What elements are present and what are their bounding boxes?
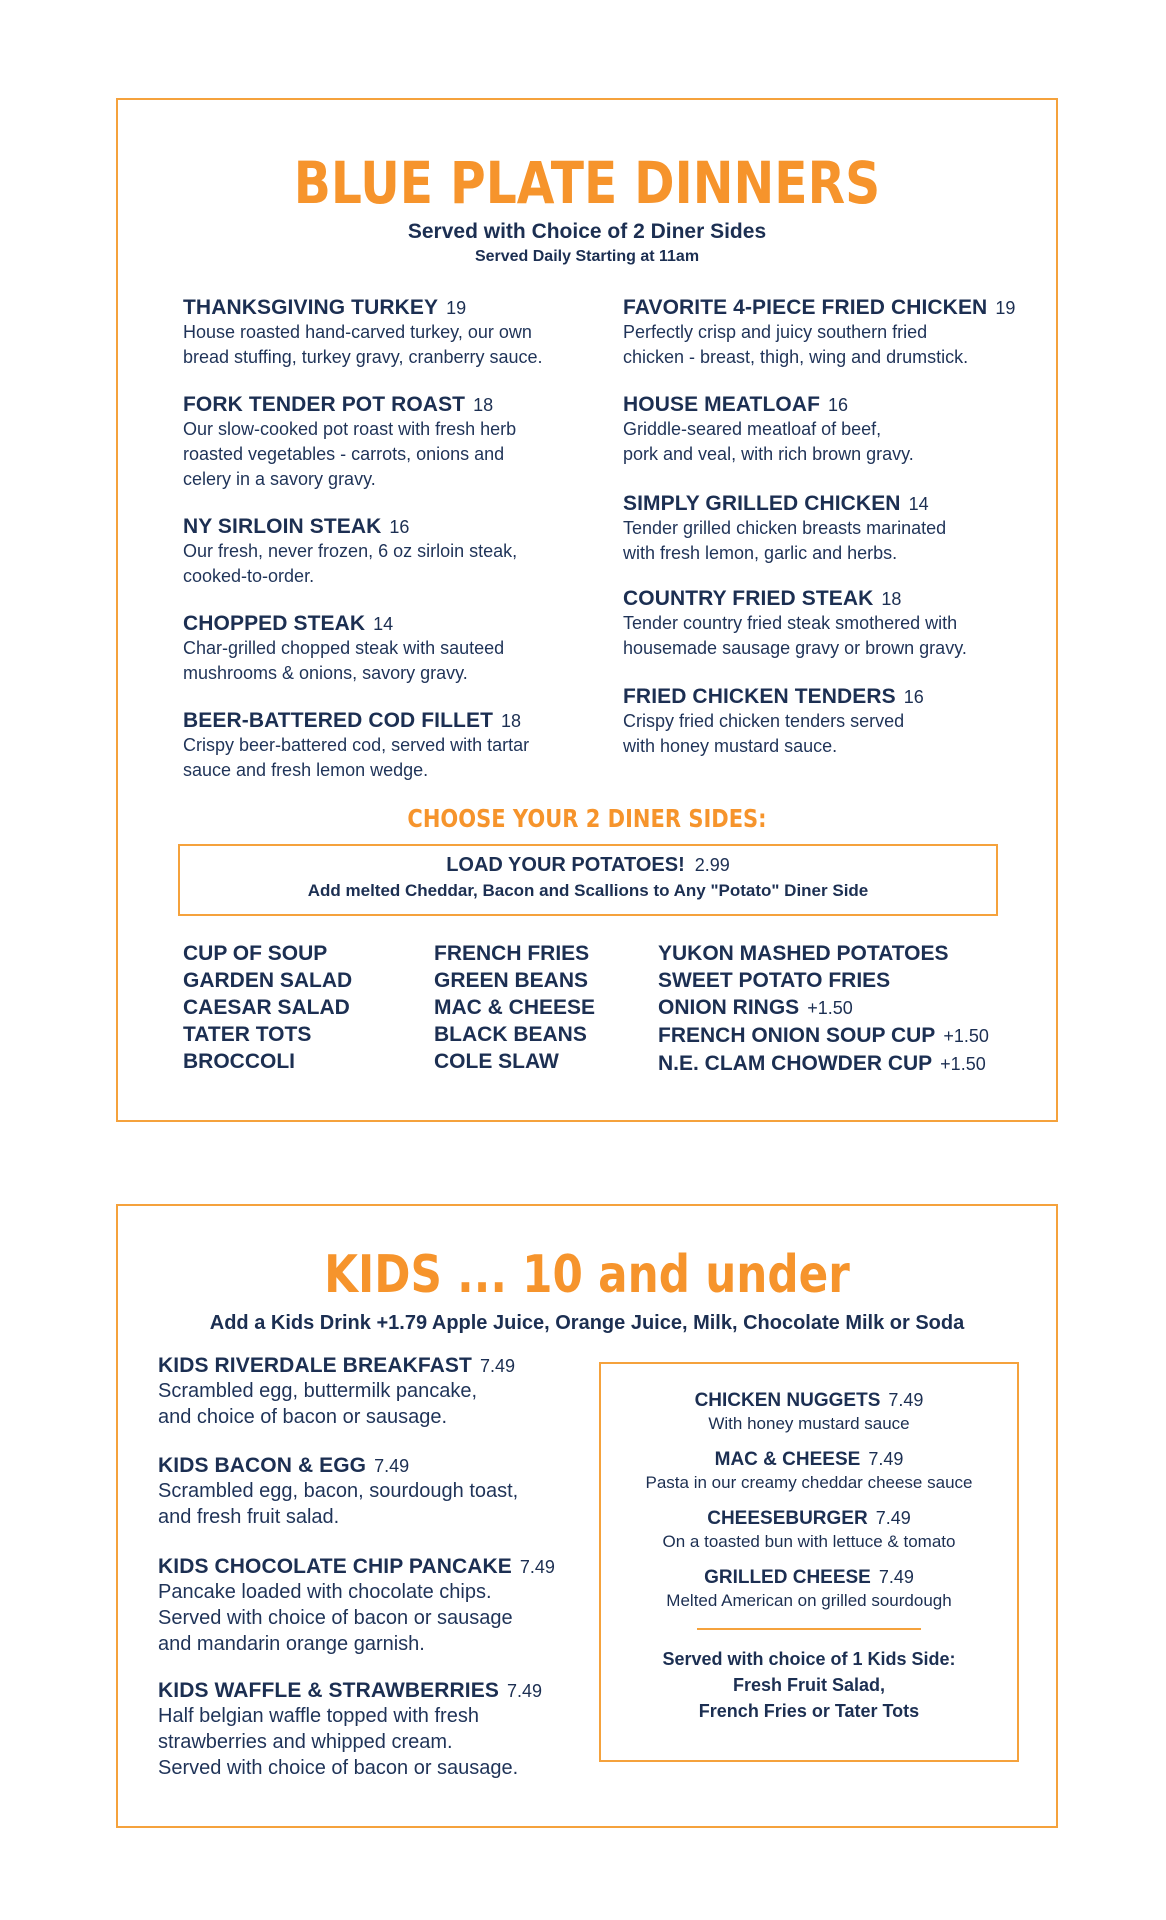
item-desc-line: and mandarin orange garnish. xyxy=(158,1633,425,1655)
load-potatoes-title: LOAD YOUR POTATOES! xyxy=(446,854,685,876)
kids-box-item xyxy=(601,1390,1017,1435)
item-desc-line: Perfectly crisp and juicy southern fried xyxy=(623,322,928,342)
menu-item xyxy=(623,296,1043,393)
item-desc: With honey mustard sauce xyxy=(708,1414,910,1433)
item-desc-line: Scrambled egg, bacon, sourdough toast, xyxy=(158,1480,519,1502)
sides-column-1 xyxy=(183,940,352,1075)
kids-side-footer xyxy=(601,1646,1017,1724)
blue-plate-subtitle: Served with Choice of 2 Diner Sides xyxy=(407,220,767,243)
side-item-name: YUKON MASHED POTATOES xyxy=(658,942,949,965)
side-item xyxy=(658,940,989,967)
item-name: GRILLED CHEESE xyxy=(704,1567,871,1588)
kids-box-item xyxy=(601,1508,1017,1553)
item-price: 7.49 xyxy=(506,1681,542,1701)
item-desc-line: House roasted hand-carved turkey, our own xyxy=(183,322,532,342)
item-price: 7.49 xyxy=(374,1456,410,1476)
item-price: 19 xyxy=(995,298,1016,318)
item-price: 7.49 xyxy=(888,1390,924,1410)
side-item: FRENCH FRIES xyxy=(434,942,590,965)
item-name: FORK TENDER POT ROAST xyxy=(183,393,466,416)
side-item-name: ONION RINGS xyxy=(658,996,800,1019)
item-price: 16 xyxy=(903,687,924,707)
load-potatoes-box xyxy=(178,844,998,916)
side-item xyxy=(658,967,989,994)
item-price: 18 xyxy=(501,711,522,731)
footer-line: Served with choice of 1 Kids Side: xyxy=(662,1649,956,1669)
item-desc-line: Tender country fried steak smothered with xyxy=(623,613,958,633)
item-desc-line: bread stuffing, turkey gravy, cranberry sauce. xyxy=(183,347,543,367)
item-desc-line: with honey mustard sauce. xyxy=(623,736,838,756)
item-name: SIMPLY GRILLED CHICKEN xyxy=(623,492,901,515)
item-name: BEER-BATTERED COD FILLET xyxy=(183,709,493,732)
item-desc-line: Scrambled egg, buttermilk pancake, xyxy=(158,1380,478,1402)
item-price: 18 xyxy=(881,589,902,609)
item-price: 7.49 xyxy=(519,1557,555,1577)
kids-panel xyxy=(116,1204,1058,1828)
item-desc-line: and choice of bacon or sausage. xyxy=(158,1406,448,1428)
kids-left-column xyxy=(158,1354,578,1781)
kids-box-item xyxy=(601,1567,1017,1612)
item-price: 16 xyxy=(828,395,849,415)
item-desc-line: sauce and fresh lemon wedge. xyxy=(183,760,429,780)
kids-title: KIDS ... 10 and under xyxy=(324,1245,850,1305)
side-item: GARDEN SALAD xyxy=(183,969,353,992)
menu-item xyxy=(623,393,1043,492)
footer-line: Fresh Fruit Salad, xyxy=(732,1675,886,1695)
menu-item xyxy=(183,296,603,393)
item-name: FAVORITE 4-PIECE FRIED CHICKEN xyxy=(623,296,988,319)
item-desc-line: Tender grilled chicken breasts marinated xyxy=(623,518,947,538)
kids-box-item xyxy=(601,1449,1017,1494)
blue-plate-left-column xyxy=(183,296,603,783)
menu-item xyxy=(183,393,603,515)
item-desc-line: pork and veal, with rich brown gravy. xyxy=(623,444,914,464)
item-desc-line: and fresh fruit salad. xyxy=(158,1506,340,1528)
menu-item xyxy=(158,1555,578,1679)
sides-heading: CHOOSE YOUR 2 DINER SIDES: xyxy=(407,804,767,833)
side-item: GREEN BEANS xyxy=(434,969,589,992)
side-item-name: SWEET POTATO FRIES xyxy=(658,969,891,992)
item-desc-line: chicken - breast, thigh, wing and drumstick. xyxy=(623,347,969,367)
menu-item xyxy=(623,685,1043,759)
item-name: KIDS WAFFLE & STRAWBERRIES xyxy=(158,1679,499,1702)
side-item xyxy=(658,1050,989,1078)
item-name: CHOPPED STEAK xyxy=(183,612,366,635)
item-desc-line: strawberries and whipped cream. xyxy=(158,1731,453,1753)
item-name: THANKSGIVING TURKEY xyxy=(183,296,439,319)
item-desc-line: cooked-to-order. xyxy=(183,566,315,586)
item-desc-line: with fresh lemon, garlic and herbs. xyxy=(623,543,898,563)
footer-line: French Fries or Tater Tots xyxy=(698,1701,920,1721)
item-price: 7.49 xyxy=(878,1567,914,1587)
blue-plate-panel xyxy=(116,98,1058,1122)
item-name: HOUSE MEATLOAF xyxy=(623,393,821,416)
item-name: CHICKEN NUGGETS xyxy=(694,1390,881,1411)
item-name: MAC & CHEESE xyxy=(714,1449,861,1470)
item-name: KIDS BACON & EGG xyxy=(158,1454,367,1477)
item-desc-line: Served with choice of bacon or sausage. xyxy=(158,1757,519,1779)
side-item: CAESAR SALAD xyxy=(183,996,350,1019)
side-item: BLACK BEANS xyxy=(434,1023,587,1046)
side-item xyxy=(658,994,989,1022)
blue-plate-right-column xyxy=(623,296,1043,759)
side-upcharge: +1.50 xyxy=(943,1026,989,1046)
item-desc: On a toasted bun with lettuce & tomato xyxy=(662,1532,956,1551)
divider xyxy=(697,1628,921,1630)
side-item: CUP OF SOUP xyxy=(183,942,328,965)
side-item-name: FRENCH ONION SOUP CUP xyxy=(658,1024,936,1047)
side-item: BROCCOLI xyxy=(183,1050,295,1073)
item-desc-line: Pancake loaded with chocolate chips. xyxy=(158,1581,492,1603)
item-price: 7.49 xyxy=(479,1356,515,1376)
item-desc-line: Griddle-seared meatloaf of beef, xyxy=(623,419,882,439)
side-item: COLE SLAW xyxy=(434,1050,559,1073)
menu-item xyxy=(183,709,603,783)
menu-item xyxy=(183,612,603,709)
sides-column-2 xyxy=(434,940,595,1075)
sides-column-3 xyxy=(658,940,989,1078)
item-price: 19 xyxy=(446,298,467,318)
item-desc-line: Char-grilled chopped steak with sauteed xyxy=(183,638,505,658)
item-desc: Melted American on grilled sourdough xyxy=(666,1591,952,1610)
item-price: 14 xyxy=(373,614,394,634)
item-desc-line: celery in a savory gravy. xyxy=(183,469,376,489)
item-price: 7.49 xyxy=(868,1449,904,1469)
item-name: KIDS RIVERDALE BREAKFAST xyxy=(158,1354,472,1377)
item-name: CHEESEBURGER xyxy=(707,1508,868,1529)
side-upcharge: +1.50 xyxy=(807,998,853,1018)
menu-item xyxy=(183,515,603,612)
side-item xyxy=(658,1022,989,1050)
kids-entree-box xyxy=(599,1362,1019,1762)
item-price: 7.49 xyxy=(875,1508,911,1528)
item-desc-line: Our fresh, never frozen, 6 oz sirloin steak, xyxy=(183,541,518,561)
item-name: KIDS CHOCOLATE CHIP PANCAKE xyxy=(158,1555,512,1578)
item-desc-line: mushrooms & onions, savory gravy. xyxy=(183,663,468,683)
item-price: 14 xyxy=(908,494,929,514)
item-desc-line: roasted vegetables - carrots, onions and xyxy=(183,444,505,464)
menu-item xyxy=(158,1454,578,1555)
item-desc-line: Served with choice of bacon or sausage xyxy=(158,1607,513,1629)
side-upcharge: +1.50 xyxy=(940,1054,986,1074)
item-name: COUNTRY FRIED STEAK xyxy=(623,587,874,610)
side-item: MAC & CHEESE xyxy=(434,996,596,1019)
item-desc-line: Half belgian waffle topped with fresh xyxy=(158,1705,479,1727)
blue-plate-title: BLUE PLATE DINNERS xyxy=(293,149,881,217)
menu-item xyxy=(158,1679,578,1781)
item-name: FRIED CHICKEN TENDERS xyxy=(623,685,896,708)
item-price: 16 xyxy=(389,517,410,537)
item-desc-line: Crispy fried chicken tenders served xyxy=(623,711,905,731)
side-item-name: N.E. CLAM CHOWDER CUP xyxy=(658,1052,933,1075)
item-desc-line: housemade sausage gravy or brown gravy. xyxy=(623,638,967,658)
load-potatoes-desc: Add melted Cheddar, Bacon and Scallions to Any "Potato" Diner Side xyxy=(307,881,869,900)
menu-item xyxy=(158,1354,578,1454)
item-desc-line: Our slow-cooked pot roast with fresh herb xyxy=(183,419,517,439)
side-item: TATER TOTS xyxy=(183,1023,312,1046)
menu-item xyxy=(623,587,1043,685)
item-desc: Pasta in our creamy cheddar cheese sauce xyxy=(645,1473,973,1492)
kids-drink-line: Add a Kids Drink +1.79 Apple Juice, Orange Juice, Milk, Chocolate Milk or Soda xyxy=(209,1312,965,1334)
menu-item xyxy=(623,492,1043,587)
item-desc-line: Crispy beer-battered cod, served with tartar xyxy=(183,735,530,755)
blue-plate-hours: Served Daily Starting at 11am xyxy=(474,248,700,265)
item-price: 18 xyxy=(473,395,494,415)
item-name: NY SIRLOIN STEAK xyxy=(183,515,382,538)
load-potatoes-price: 2.99 xyxy=(694,855,730,875)
